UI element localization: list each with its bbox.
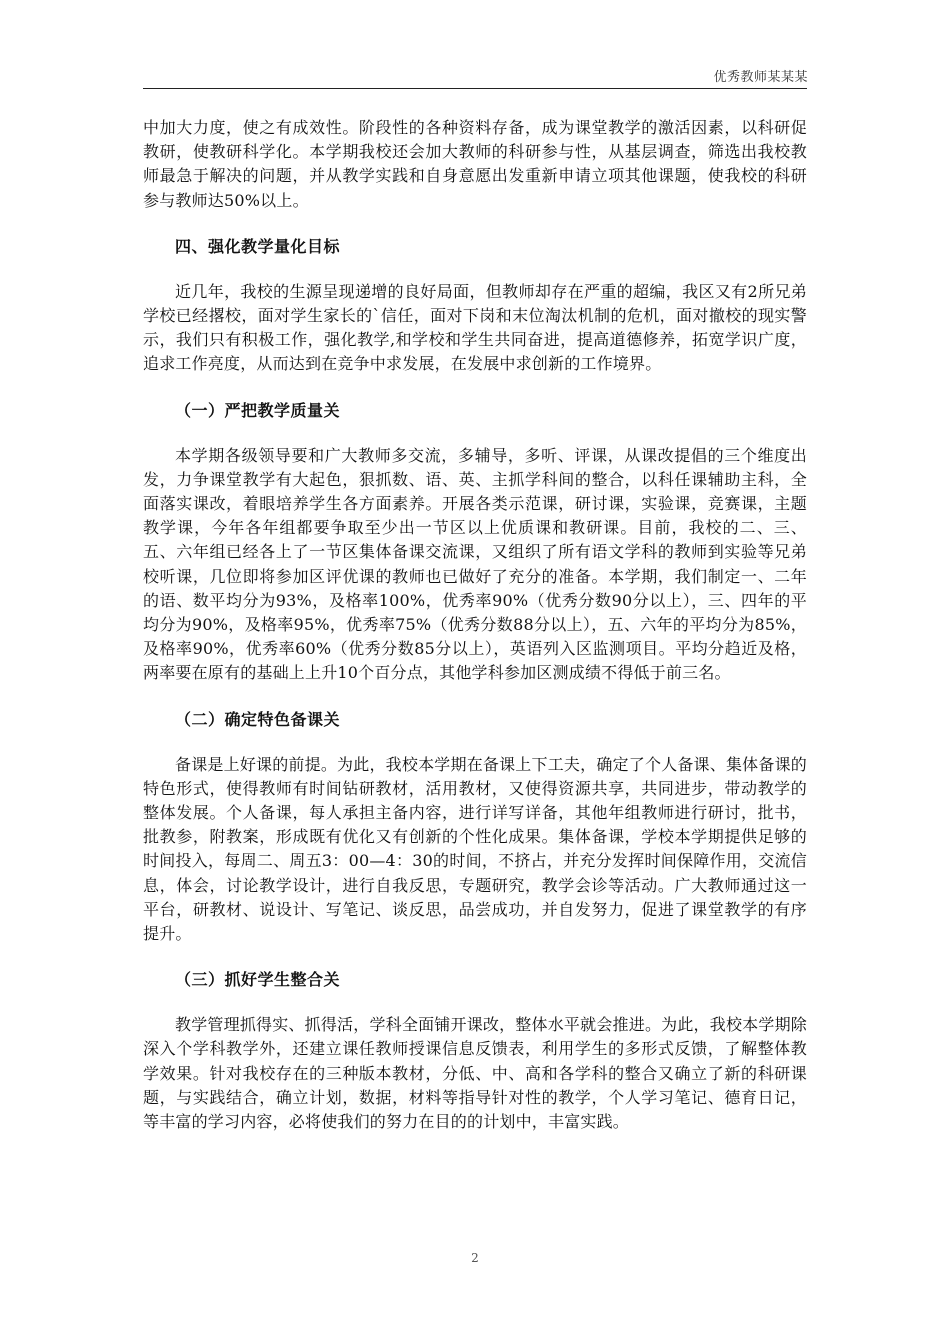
subsection-heading-4-2: （二）确定特色备课关 — [175, 709, 341, 729]
header-divider — [143, 88, 807, 89]
section-4-paragraph: 近几年，我校的生源呈现递增的良好局面，但教师却存在严重的超编，我区又有2所兄弟学校已经撂校，面对学生家长的`信任，面对下岗和末位淘汰机制的危机，面对撤校的现实警示，我们只有积极工作，强化教学,和学校和学生共同奋进，提高道德修养，拓宽学识广度，追求工作亮度，从而达到在竞争中求发展，在发展中求创新的工作境界。 — [143, 281, 807, 374]
document-body — [143, 116, 807, 1134]
page-header-author: 优秀教师某某某 — [713, 70, 808, 85]
subsection-heading-4-1: （一）严把教学质量关 — [175, 400, 341, 420]
spacer — [143, 259, 807, 280]
subsection-4-1-paragraph: 本学期各级领导要和广大教师多交流，多辅导，多听、评课，从课改提倡的三个维度出发，力争课堂教学有大起色，狠抓数、语、英、主抓学科间的整合，以科任课辅助主科，全面落实课改，着眼培养学生各方面素养。开展各类示范课，研讨课，实验课，竞赛课，主题教学课，今年各年组都要争取至少出一节区以上优质课和教研课。目前，我校的二、三、五、六年组已经各上了一节区集体备课交流课，又组织了所有语文学科的教师到实验等兄弟校听课，几位即将参加区评优课的教师也已做好了充分的准备。本学期，我们制定一、二年的语、数平均分为93%，及格率100%，优秀率90%（优秀分数90分以上），三、四年的平均分为90%，及格率95%，优秀率75%（优秀分数88分以上），五、六年的平均分为85%，及格率90%，优秀率60%（优秀分数85分以上），英语列入区监测项目。平均分趋近及格，两率要在原有的基础上上升10个百分点，其他学科参加区测成绩不得低于前三名。 — [143, 445, 807, 683]
spacer — [143, 946, 807, 968]
intro-paragraph: 中加大力度，使之有成效性。阶段性的各种资料存备，成为课堂教学的激活因素，以科研促教研，使教研科学化。本学期我校还会加大教师的科研参与性，从基层调查，筛选出我校教师最急于解决的问题，并从教学实践和自身意愿出发重新申请立项其他课题，使我校的科研参与教师达50%以上。 — [143, 118, 807, 210]
spacer — [143, 686, 807, 708]
spacer — [143, 732, 807, 753]
subsection-heading-4-3: （三）抓好学生整合关 — [175, 970, 341, 990]
page-number: 2 — [471, 1251, 479, 1265]
spacer — [143, 377, 807, 399]
section-heading-4: 四、强化教学量化目标 — [175, 236, 341, 256]
spacer — [143, 992, 807, 1013]
spacer — [143, 213, 807, 235]
spacer — [143, 423, 807, 444]
subsection-4-3-paragraph: 教学管理抓得实、抓得活，学科全面铺开课改，整体水平就会推进。为此，我校本学期除深入个学科教学外，还建立课任教师授课信息反馈表，利用学生的多形式反馈，了解整体教学效果。针对我校存在的三种版本教材，分低、中、高和各学科的整合又确立了新的科研课题，与实践结合，确立计划，数据，材料等指导针对性的教学，个人学习笔记、德育日记，等丰富的学习内容，必将使我们的努力在目的的计划中，丰富实践。 — [143, 1015, 807, 1132]
subsection-4-2-paragraph: 备课是上好课的前提。为此，我校本学期在备课上下工夫，确定了个人备课、集体备课的特色形式，使得教师有时间钻研教材，活用教材，又使得资源共享，共同进步，带动教学的整体发展。个人备课，每人承担主备内容，进行详写详备，其他年组教师进行研讨，批书，批教参，附教案，形成既有优化又有创新的个性化成果。集体备课，学校本学期提供足够的时间投入，每周二、周五3：00—4：30的时间，不挤占，并充分发挥时间保障作用，交流信息，体会，讨论教学设计，进行自我反思，专题研究，教学会诊等活动。广大教师通过这一平台，研教材、说设计、写笔记、谈反思，品尝成功，并自发努力，促进了课堂教学的有序提升。 — [143, 754, 807, 944]
